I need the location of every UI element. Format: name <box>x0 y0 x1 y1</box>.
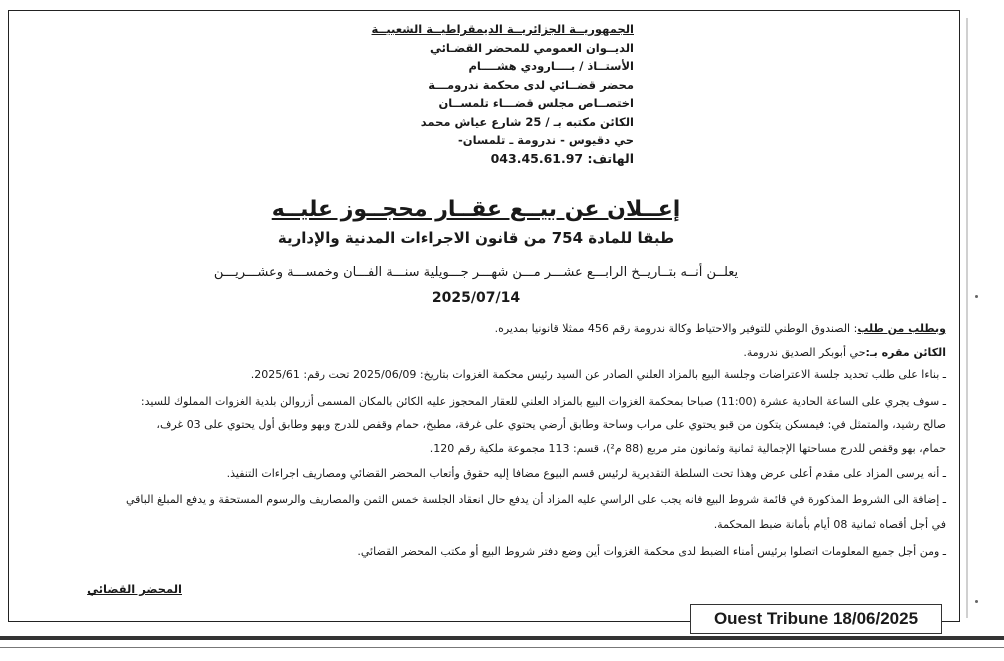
bottom-rule <box>0 636 1004 640</box>
requester-text: : الصندوق الوطني للتوفير والاحتياط وكالة ندرومة رقم 456 ممثلا قانونيا بمديره. <box>494 322 858 335</box>
phone-line: الهاتف: 043.45.61.97 <box>490 150 634 166</box>
body-line-7: ـ أنه يرسى المزاد على مقدم أعلى عرض وهذا تحت السلطة التقديرية لرئيس قسم البيوع مضافا إليه حقوق وأتعاب المحضر القضائي ومصاريف اجراءات التنفيذ. <box>226 467 946 480</box>
body-line-6: حمام، بهو وقفص للدرج مساحتها الإجمالية ثمانية وثمانون متر مربع (88 م²)، قسم: 113 مجموعة ملكية رقم 120. <box>429 442 946 455</box>
notice-title: إعــلان عن بيــع عقــار محجــوز عليــه <box>271 197 681 222</box>
republic-line: الجمهوريــة الجزائريــة الديمقراطيــة الشعبيــة <box>371 22 634 36</box>
sale-date: 2025/07/14 <box>431 290 521 306</box>
body-line-8: ـ إضافة الى الشروط المذكورة في قائمة شروط البيع فانه يجب على الراسي عليه المزاد أن يدفع حال انعقاد الجلسة خمس الثمن والمصاريف والرسوم المستحقة و يدفع المبلغ الباقي <box>126 493 946 506</box>
requester-address-line <box>14 346 946 359</box>
jurisdiction-line: اختصــاص مجلس قضـــاء تلمســان <box>438 96 634 110</box>
court-line: محضر قضــائي لدى محكمة ندرومـــة <box>428 77 634 92</box>
lawyer-line: الأستــاذ / بــــارودي هشــــام <box>468 59 634 73</box>
address-label: الكائن مقره بـ: <box>865 346 946 359</box>
address-line-1: الكائن مكتبه بـ / 25 شارع عياش محمد <box>420 114 634 129</box>
scan-speck <box>975 600 978 603</box>
page-edge-line <box>966 18 968 618</box>
address-line-2: حي دقيوس - ندرومة ـ تلمسان- <box>457 133 634 147</box>
notice-subtitle: طبقا للمادة 754 من قانون الاجراءات المدنية والإدارية <box>277 229 675 247</box>
announcement-line: يعلــن أنــه بتــاريــخ الرابـــع عشـــر مـــن شهـــر جـــويلية سنـــة الفـــان وخمســـة وعشـــريـــن <box>213 265 739 280</box>
address-text: حي أبوبكر الصديق ندرومة. <box>743 346 866 359</box>
newspaper-stamp: Ouest Tribune 18/06/2025 <box>690 604 942 634</box>
requester-label: وبطلب من طلب <box>857 322 946 335</box>
body-line-4: ـ سوف يجري على الساعة الحادية عشرة (11:00) صباحا بمحكمة الغزوات البيع بالمزاد العلني للعقار المحجوز عليه الكائن بالمكان المسمى أزروالن بلدية الغزوات المملوك للسيد: <box>140 395 946 408</box>
scan-speck <box>975 295 978 298</box>
office-line: الديــوان العمومي للمحضر القضـائي <box>429 40 634 55</box>
body-line-10: ـ ومن أجل جميع المعلومات اتصلوا برئيس أمناء الضبط لدى محكمة الغزوات أين وضع دفتر شروط البيع أو مكتب المحضر القضائي. <box>357 545 946 558</box>
signature-label: المحضر القضائي <box>87 582 182 596</box>
body-line-5: صالح رشيد، والمتمثل في: فيمسكن يتكون من قبو يحتوي على مراب وساحة وطابق أرضي يحتوي على غرفة، مطبخ، حمام وقفص للدرج وبهو وطابق أول يحتوي على 03 غرف، <box>156 418 946 431</box>
body-line-3: ـ بناءا على طلب تحديد جلسة الاعتراضات وجلسة البيع بالمزاد العلني الصادر عن السيد رئيس محكمة الغزوات بتاريخ: 2025/06/09 تحت رقم: 2025/61. <box>250 368 946 381</box>
requester-line <box>14 322 946 335</box>
bottom-rule-thin <box>0 647 1004 648</box>
letterhead <box>234 20 634 168</box>
body-line-9: في أجل أقصاه ثمانية 08 أيام بأمانة ضبط المحكمة. <box>713 518 946 531</box>
